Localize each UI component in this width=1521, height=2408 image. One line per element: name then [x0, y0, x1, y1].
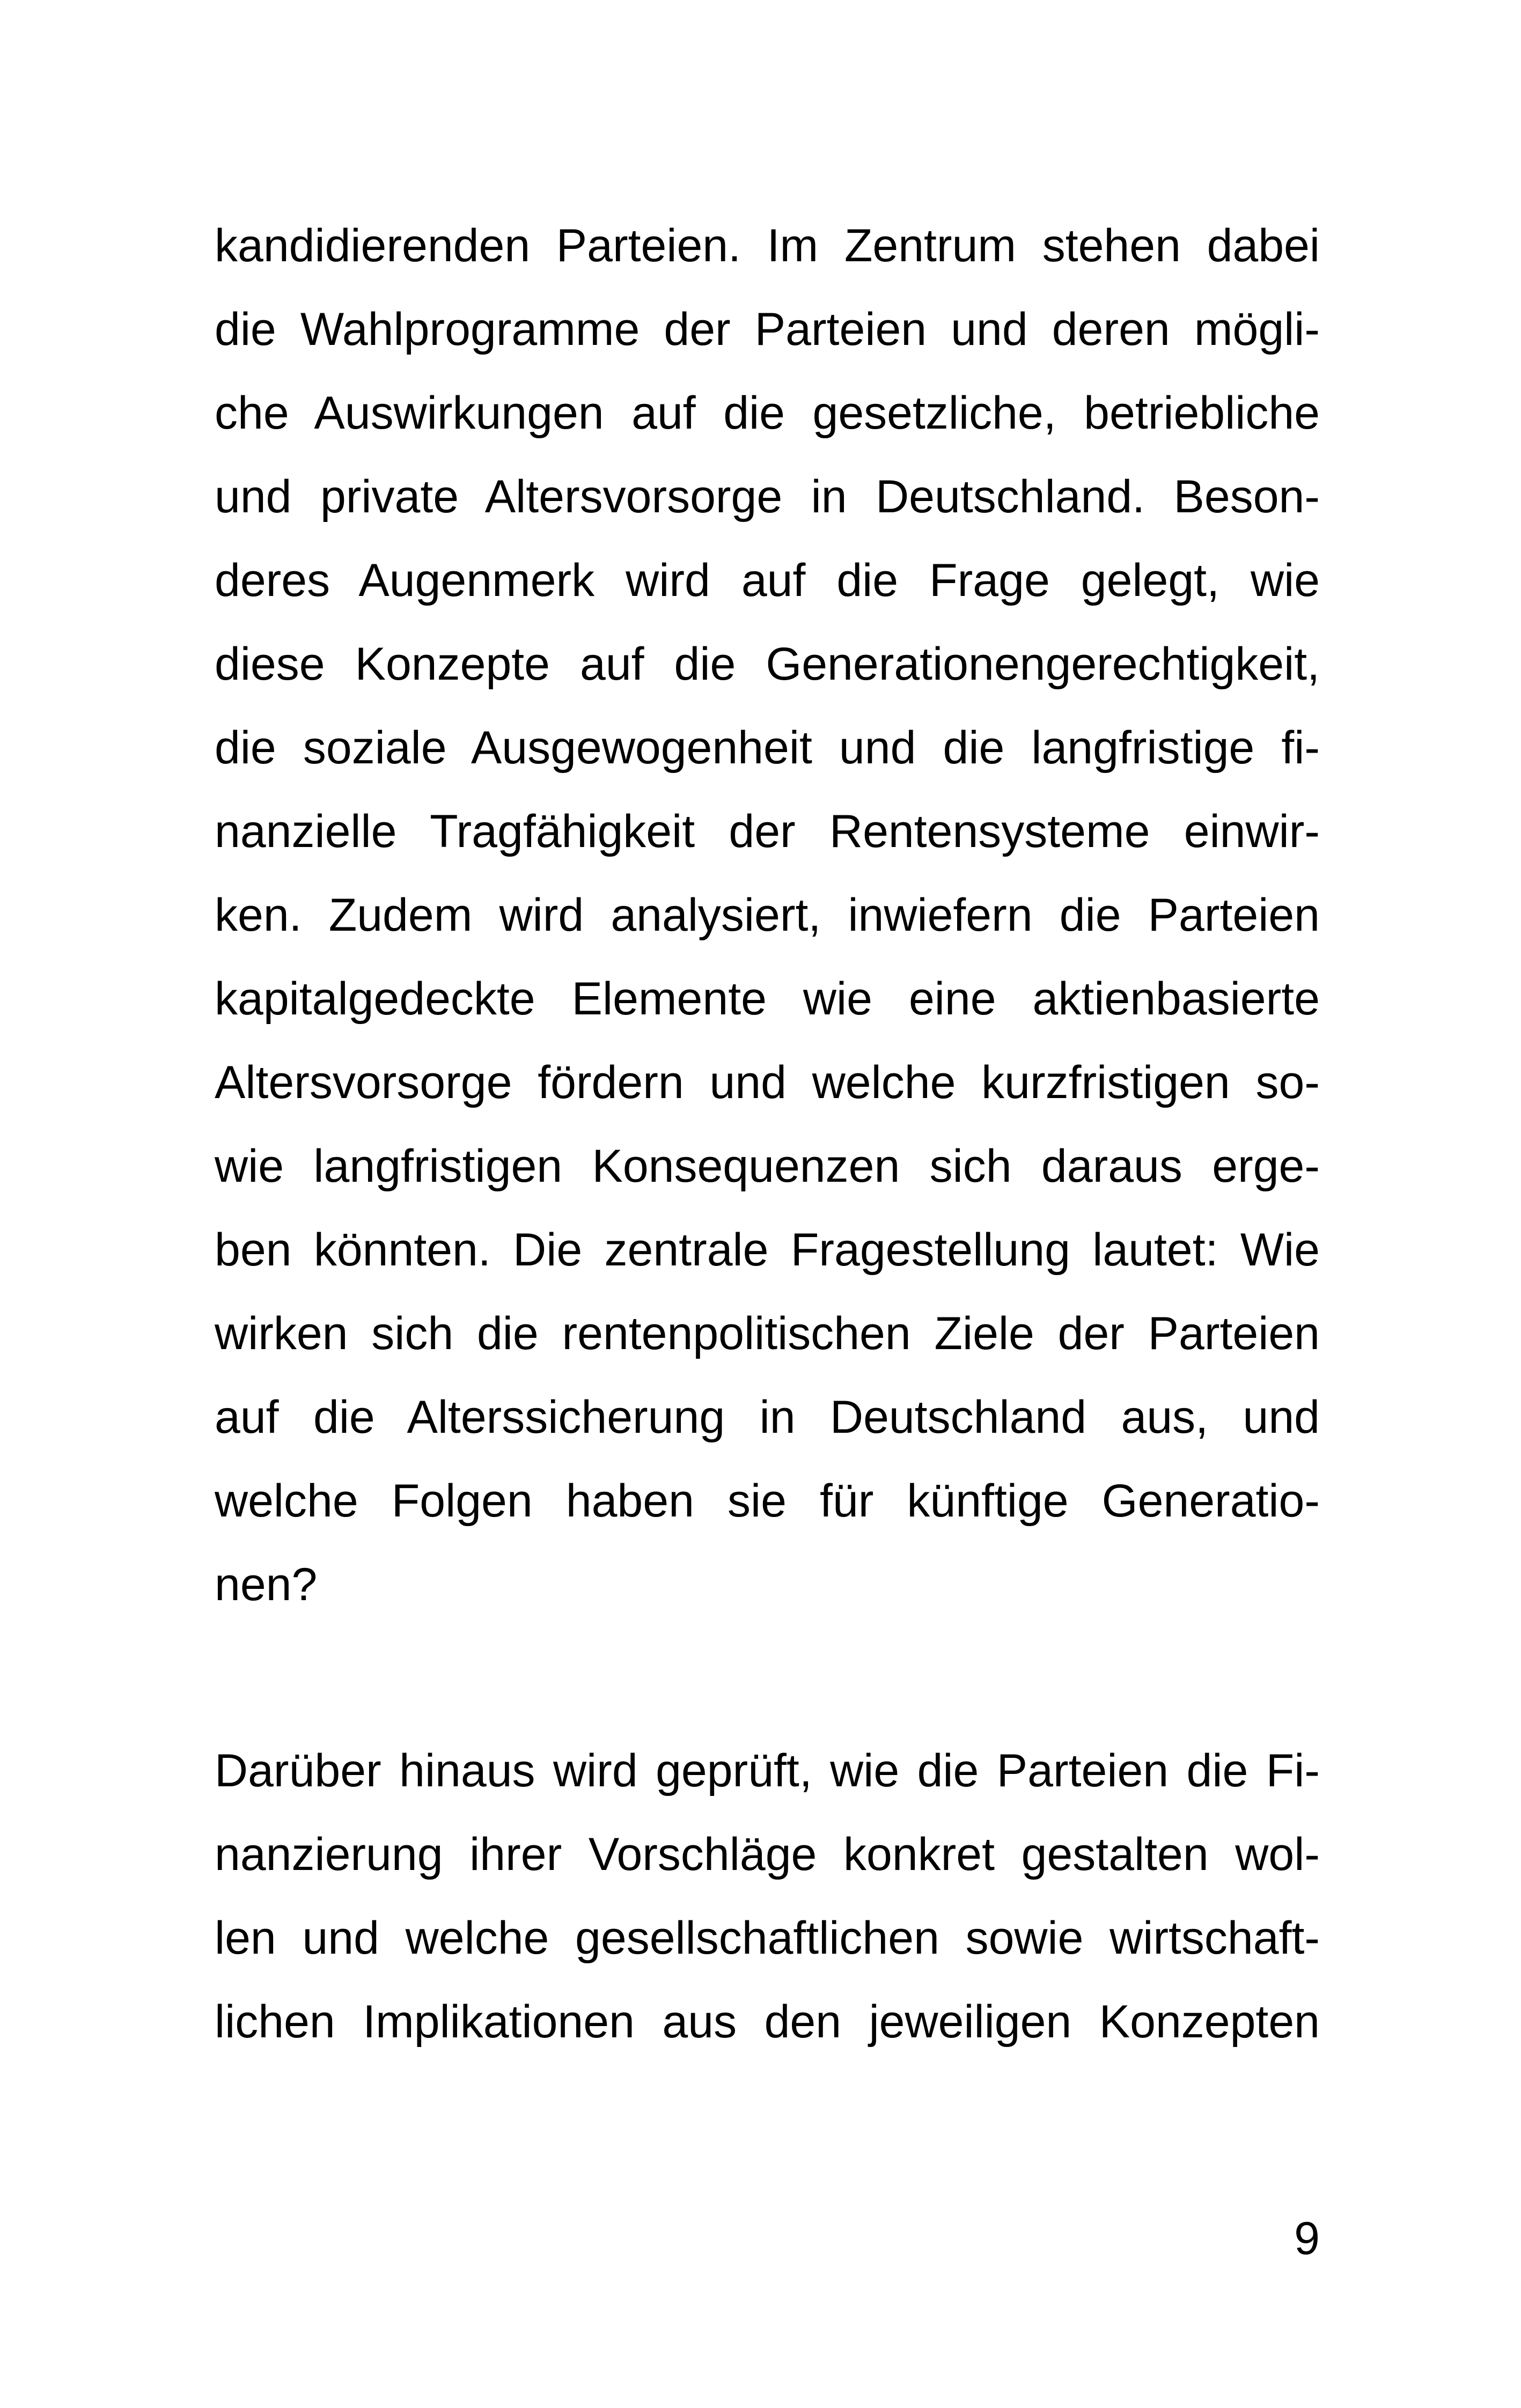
text-line: die soziale Ausgewogenheit und die langfristige fi-: [215, 722, 1320, 774]
text-line: nanzielle Tragfähigkeit der Rentensysteme einwir-: [215, 806, 1320, 857]
text-line: ben könnten. Die zentrale Fragestellung lautet: Wie: [215, 1224, 1320, 1276]
text-line: ken. Zudem wird analysiert, inwiefern die Parteien: [215, 889, 1320, 941]
page-number: 9: [1294, 2213, 1320, 2264]
paragraph-2: [215, 1729, 1320, 2064]
paragraph-1: [215, 204, 1320, 1626]
text-line: diese Konzepte auf die Generationengerechtigkeit,: [215, 638, 1320, 690]
text-line: Darüber hinaus wird geprüft, wie die Parteien die Fi-: [215, 1745, 1320, 1796]
text-line: Altersvorsorge fördern und welche kurzfristigen so-: [215, 1057, 1320, 1108]
text-line: deres Augenmerk wird auf die Frage gelegt, wie: [215, 555, 1320, 606]
text-line: kapitalgedeckte Elemente wie eine aktienbasierte: [215, 973, 1320, 1025]
text-line: nen?: [215, 1559, 318, 1610]
text-line: lichen Implikationen aus den jeweiligen Konzepten: [215, 1996, 1320, 2048]
text-line: auf die Alterssicherung in Deutschland aus, und: [215, 1391, 1320, 1443]
text-line: wirken sich die rentenpolitischen Ziele der Parteien: [215, 1308, 1320, 1359]
text-line: die Wahlprogramme der Parteien und deren mögli-: [215, 304, 1320, 355]
text-line: che Auswirkungen auf die gesetzliche, betriebliche: [215, 387, 1320, 439]
text-line: kandidierenden Parteien. Im Zentrum stehen dabei: [215, 220, 1320, 271]
text-line: len und welche gesellschaftlichen sowie wirtschaft-: [215, 1912, 1320, 1964]
text-line: nanzierung ihrer Vorschläge konkret gestalten wol-: [215, 1829, 1320, 1880]
text-line: und private Altersvorsorge in Deutschland. Beson-: [215, 471, 1320, 522]
text-line: wie langfristigen Konsequenzen sich daraus erge-: [215, 1140, 1320, 1192]
text-line: welche Folgen haben sie für künftige Generatio-: [215, 1475, 1320, 1527]
